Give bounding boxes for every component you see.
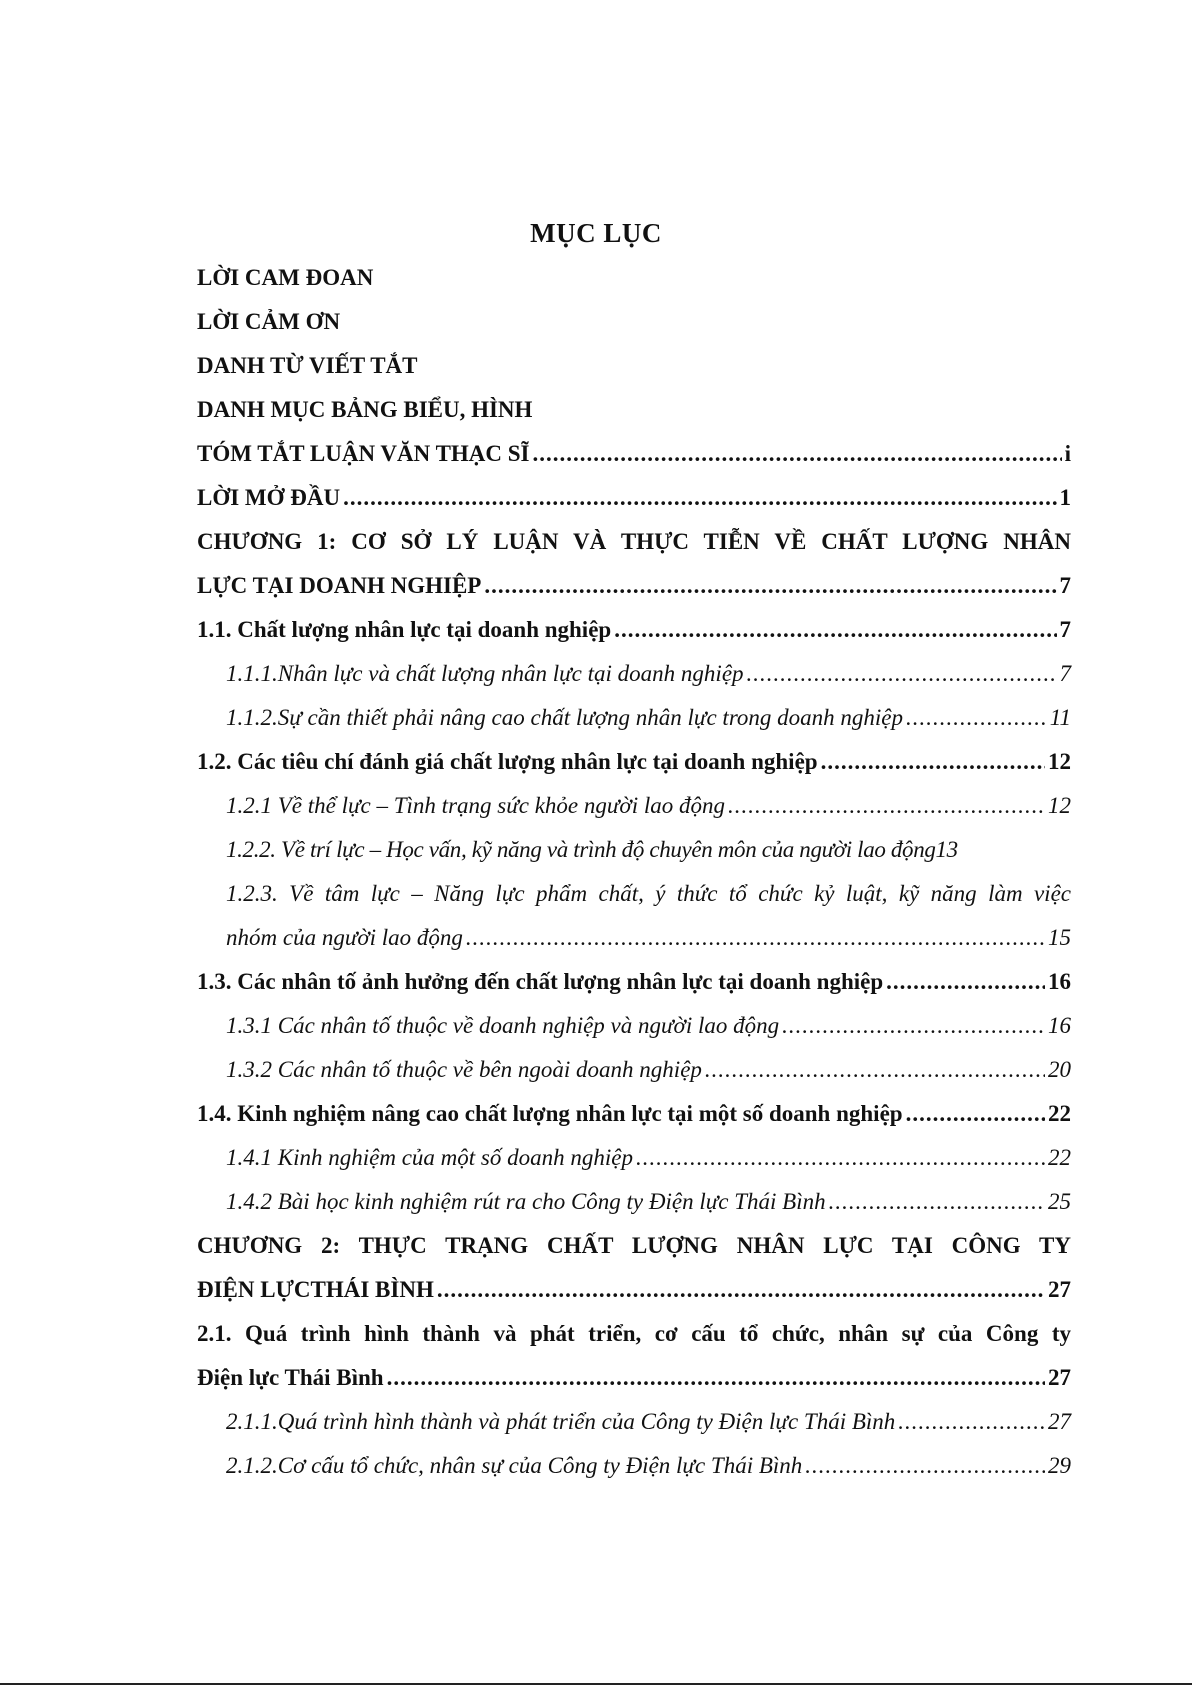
dot-leader [705, 1048, 1045, 1092]
toc-entry-1-1-1 [197, 652, 1071, 696]
toc-entry-1-1-2 [197, 696, 1071, 740]
dot-leader [906, 696, 1047, 740]
toc-page-number: 16 [1048, 969, 1071, 994]
toc-entry-text: 1.2.2. Về trí lực – Học vấn, kỹ năng và trình độ chuyên môn của người lao động13 [226, 837, 958, 862]
toc-entry-text: 1.1. Chất lượng nhân lực tại doanh nghiệp [197, 617, 612, 642]
dot-leader [805, 1444, 1045, 1488]
toc-entry-tom-tat [197, 432, 1071, 476]
dot-leader [782, 1004, 1045, 1048]
toc-page-number: 16 [1048, 1013, 1071, 1038]
toc-entry-text: Điện lực Thái Bình [197, 1365, 384, 1390]
toc-entry-danh-muc-bang-bieu [197, 388, 1071, 432]
toc-entry-1-2-3-line-1 [197, 872, 1071, 916]
dot-leader [387, 1356, 1045, 1400]
toc-entry-chuong-2-line-2 [197, 1268, 1071, 1312]
toc-entry-text: 1.4.2 Bài học kinh nghiệm rút ra cho Công ty Điện lực Thái Bình [226, 1189, 826, 1214]
toc-page-number: 22 [1048, 1145, 1071, 1170]
toc-entry-1-4-2 [197, 1180, 1071, 1224]
toc-entry-loi-cam-doan [197, 256, 1071, 300]
dot-leader [886, 960, 1045, 1004]
toc-entry-1-3-1 [197, 1004, 1071, 1048]
toc-entry-text: DANH TỪ VIẾT TẮT [197, 353, 418, 378]
toc-entry-1-3-2 [197, 1048, 1071, 1092]
toc-entry-text: DANH MỤC BẢNG BIỂU, HÌNH [197, 397, 533, 422]
toc-entry-text: 1.2.3. Về tâm lực – Năng lực phẩm chất, ý thức tổ chức kỷ luật, kỹ năng làm việc [226, 881, 1071, 906]
toc-entry-1-3 [197, 960, 1071, 1004]
toc-entry-2-1-2 [197, 1444, 1071, 1488]
toc-entry-danh-tu-viet-tat [197, 344, 1071, 388]
toc-entry-text: 1.1.2.Sự cần thiết phải nâng cao chất lượng nhân lực trong doanh nghiệp [226, 705, 904, 730]
dot-leader [614, 608, 1056, 652]
dot-leader [343, 476, 1056, 520]
toc-entry-chuong-1-line-1 [197, 520, 1071, 564]
toc-entry-text: 1.2. Các tiêu chí đánh giá chất lượng nhân lực tại doanh nghiệp [197, 749, 818, 774]
toc-entry-text: 2.1.2.Cơ cấu tổ chức, nhân sự của Công ty Điện lực Thái Bình [226, 1453, 803, 1478]
toc-entry-text: ĐIỆN LỰCTHÁI BÌNH [197, 1277, 434, 1302]
dot-leader [747, 652, 1057, 696]
toc-entry-text: 1.3.1 Các nhân tố thuộc về doanh nghiệp và người lao động [226, 1013, 780, 1038]
toc-entry-text: TÓM TẮT LUẬN VĂN THẠC SĨ [197, 441, 530, 466]
toc-page-number: 27 [1048, 1365, 1071, 1390]
toc-page-number: 11 [1049, 705, 1071, 730]
toc-entry-1-2 [197, 740, 1071, 784]
toc-entry-text: 2.1. Quá trình hình thành và phát triển, cơ cấu tổ chức, nhân sự của Công ty [197, 1321, 1071, 1346]
toc-entry-text: 1.1.1.Nhân lực và chất lượng nhân lực tại doanh nghiệp [226, 661, 744, 686]
dot-leader [437, 1268, 1045, 1312]
toc-page-number: 12 [1048, 793, 1071, 818]
toc-entry-1-2-2 [197, 828, 1071, 872]
table-of-contents [197, 256, 1071, 1488]
toc-entry-text: 1.4.1 Kinh nghiệm của một số doanh nghiệp [226, 1145, 633, 1170]
toc-entry-text: 1.3.2 Các nhân tố thuộc về bên ngoài doanh nghiệp [226, 1057, 702, 1082]
toc-entry-text: 1.2.1 Về thể lực – Tình trạng sức khỏe người lao động [226, 793, 725, 818]
toc-entry-2-1-1 [197, 1400, 1071, 1444]
toc-entry-text: 1.3. Các nhân tố ảnh hưởng đến chất lượng nhân lực tại doanh nghiệp [197, 969, 884, 994]
toc-entry-loi-cam-on [197, 300, 1071, 344]
toc-entry-text: CHƯƠNG 1: CƠ SỞ LÝ LUẬN VÀ THỰC TIỄN VỀ CHẤT LƯỢNG NHÂN [197, 529, 1071, 554]
toc-entry-text: nhóm của người lao động [226, 925, 463, 950]
dot-leader [484, 564, 1056, 608]
toc-entry-text: LỰC TẠI DOANH NGHIỆP [197, 573, 482, 598]
toc-entry-chuong-1-line-2 [197, 564, 1071, 608]
dot-leader [728, 784, 1045, 828]
dot-leader [466, 916, 1045, 960]
toc-entry-chuong-2-line-1 [197, 1224, 1071, 1268]
toc-entry-2-1-line-1 [197, 1312, 1071, 1356]
dot-leader [821, 740, 1045, 784]
toc-entry-loi-mo-dau [197, 476, 1071, 520]
toc-entry-text: LỜI CAM ĐOAN [197, 265, 374, 290]
toc-page-number: 27 [1048, 1409, 1071, 1434]
toc-page-number: 20 [1048, 1057, 1071, 1082]
toc-page-number: 7 [1059, 573, 1071, 598]
toc-entry-2-1-line-2 [197, 1356, 1071, 1400]
dot-leader [898, 1400, 1045, 1444]
toc-entry-1-4 [197, 1092, 1071, 1136]
toc-entry-text: LỜI CẢM ƠN [197, 309, 341, 334]
dot-leader [533, 432, 1062, 476]
toc-page-number: 15 [1048, 925, 1071, 950]
toc-entry-1-2-1 [197, 784, 1071, 828]
toc-entry-text: LỜI MỞ ĐẦU [197, 485, 341, 510]
toc-page-number: 29 [1048, 1453, 1071, 1478]
toc-entry-1-1 [197, 608, 1071, 652]
toc-page-number: 27 [1048, 1277, 1071, 1302]
toc-page-number: 7 [1059, 617, 1071, 642]
toc-page-number: i [1064, 441, 1071, 466]
toc-page-number: 12 [1048, 749, 1071, 774]
toc-page-number: 22 [1048, 1101, 1071, 1126]
toc-entry-text: 1.4. Kinh nghiệm nâng cao chất lượng nhân lực tại một số doanh nghiệp [197, 1101, 903, 1126]
page-title: MỤC LỤC [530, 218, 662, 248]
toc-entry-text: 2.1.1.Quá trình hình thành và phát triển của Công ty Điện lực Thái Bình [226, 1409, 896, 1434]
toc-page-number: 1 [1059, 485, 1071, 510]
toc-page-number: 7 [1059, 661, 1071, 686]
dot-leader [906, 1092, 1045, 1136]
toc-entry-1-4-1 [197, 1136, 1071, 1180]
toc-entry-text: CHƯƠNG 2: THỰC TRẠNG CHẤT LƯỢNG NHÂN LỰC TẠI CÔNG TY [197, 1233, 1071, 1258]
toc-page-number: 25 [1048, 1189, 1071, 1214]
toc-entry-1-2-3-line-2 [197, 916, 1071, 960]
dot-leader [636, 1136, 1045, 1180]
dot-leader [829, 1180, 1045, 1224]
